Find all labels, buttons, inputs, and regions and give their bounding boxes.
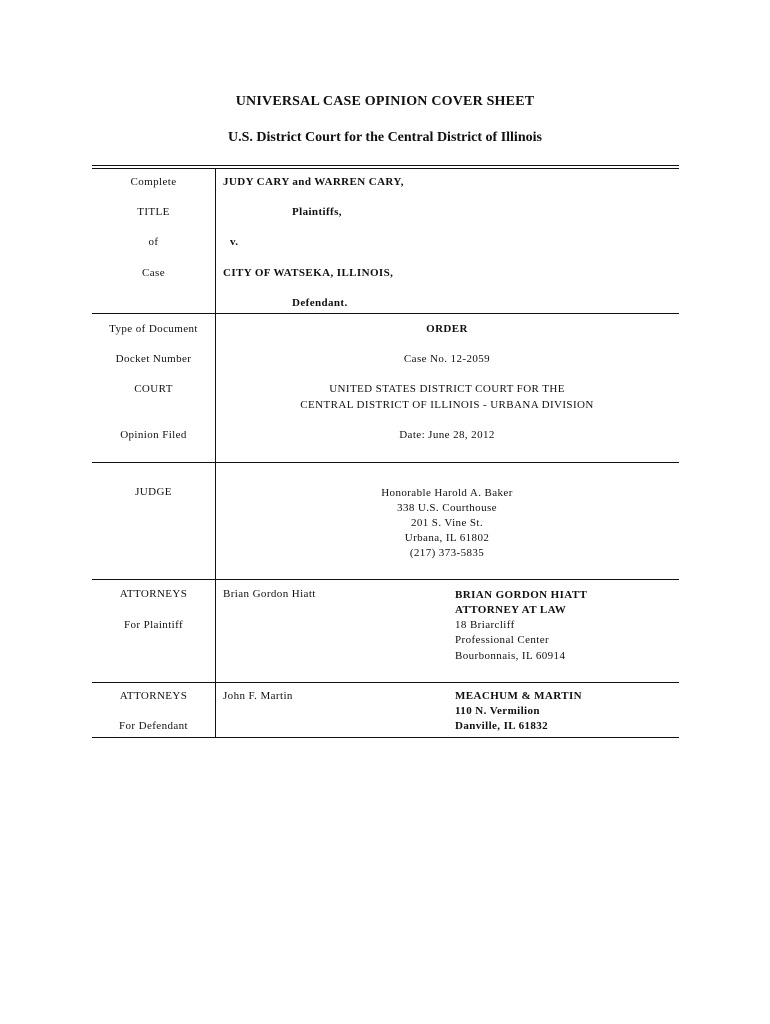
plaintiff-attorney-name: Brian Gordon Hiatt: [223, 588, 316, 600]
label-judge: JUDGE: [135, 486, 172, 498]
top-rule-1: [92, 165, 679, 166]
label-title: TITLE: [137, 206, 170, 218]
plaintiff-firm-line-1: BRIAN GORDON HIATT: [455, 589, 588, 601]
plaintiff-address-3: Bourbonnais, IL 60914: [455, 650, 566, 662]
rule-after-judge: [92, 579, 679, 580]
plaintiff-firm-line-2: ATTORNEY AT LAW: [455, 604, 567, 616]
court-line-1: UNITED STATES DISTRICT COURT FOR THE: [329, 383, 565, 395]
top-rule-2: [92, 168, 679, 169]
plaintiff-address-2: Professional Center: [455, 634, 550, 646]
label-type-of-document: Type of Document: [109, 323, 198, 335]
rule-after-plaintiff: [92, 682, 679, 683]
label-court: COURT: [134, 383, 173, 395]
court-line-2: CENTRAL DISTRICT OF ILLINOIS - URBANA DIVISION: [300, 399, 594, 411]
label-opinion-filed: Opinion Filed: [120, 429, 187, 441]
label-attorneys-defendant: ATTORNEYS: [119, 690, 188, 702]
column-divider: [215, 168, 216, 737]
label-for-defendant: For Defendant: [118, 720, 189, 732]
defendant-name: CITY OF WATSEKA, ILLINOIS,: [223, 267, 394, 279]
judge-address-3: Urbana, IL 61802: [404, 532, 490, 544]
defendant-firm-line-1: MEACHUM & MARTIN: [455, 690, 582, 702]
rule-after-title: [92, 313, 679, 314]
judge-address-1: 338 U.S. Courthouse: [397, 502, 497, 514]
plaintiff-address-1: 18 Briarcliff: [455, 619, 515, 631]
defendant-attorney-name: John F. Martin: [223, 690, 293, 702]
label-for-plaintiff: For Plaintiff: [123, 619, 184, 631]
defendant-role: Defendant.: [292, 297, 348, 309]
docket-number: Case No. 12-2059: [403, 353, 491, 365]
judge-name: Honorable Harold A. Baker: [381, 487, 513, 499]
defendant-firm-line-3: Danville, IL 61832: [455, 720, 549, 732]
label-complete: Complete: [130, 176, 177, 188]
document-type: ORDER: [426, 323, 468, 335]
bottom-rule: [92, 737, 679, 738]
label-of: of: [148, 236, 159, 248]
label-case: Case: [142, 267, 165, 279]
label-docket-number: Docket Number: [115, 353, 192, 365]
rule-after-info: [92, 462, 679, 463]
defendant-firm-line-2: 110 N. Vermilion: [455, 705, 540, 717]
page-title: UNIVERSAL CASE OPINION COVER SHEET: [235, 94, 535, 109]
court-heading: U.S. District Court for the Central District of Illinois: [228, 130, 542, 145]
plaintiffs-name: JUDY CARY and WARREN CARY,: [223, 176, 404, 188]
judge-address-2: 201 S. Vine St.: [410, 517, 484, 529]
opinion-filed-date: Date: June 28, 2012: [399, 429, 495, 441]
plaintiffs-role: Plaintiffs,: [292, 206, 342, 218]
label-attorneys-plaintiff: ATTORNEYS: [119, 588, 188, 600]
versus: v.: [230, 236, 239, 248]
judge-phone: (217) 373-5835: [409, 547, 485, 559]
